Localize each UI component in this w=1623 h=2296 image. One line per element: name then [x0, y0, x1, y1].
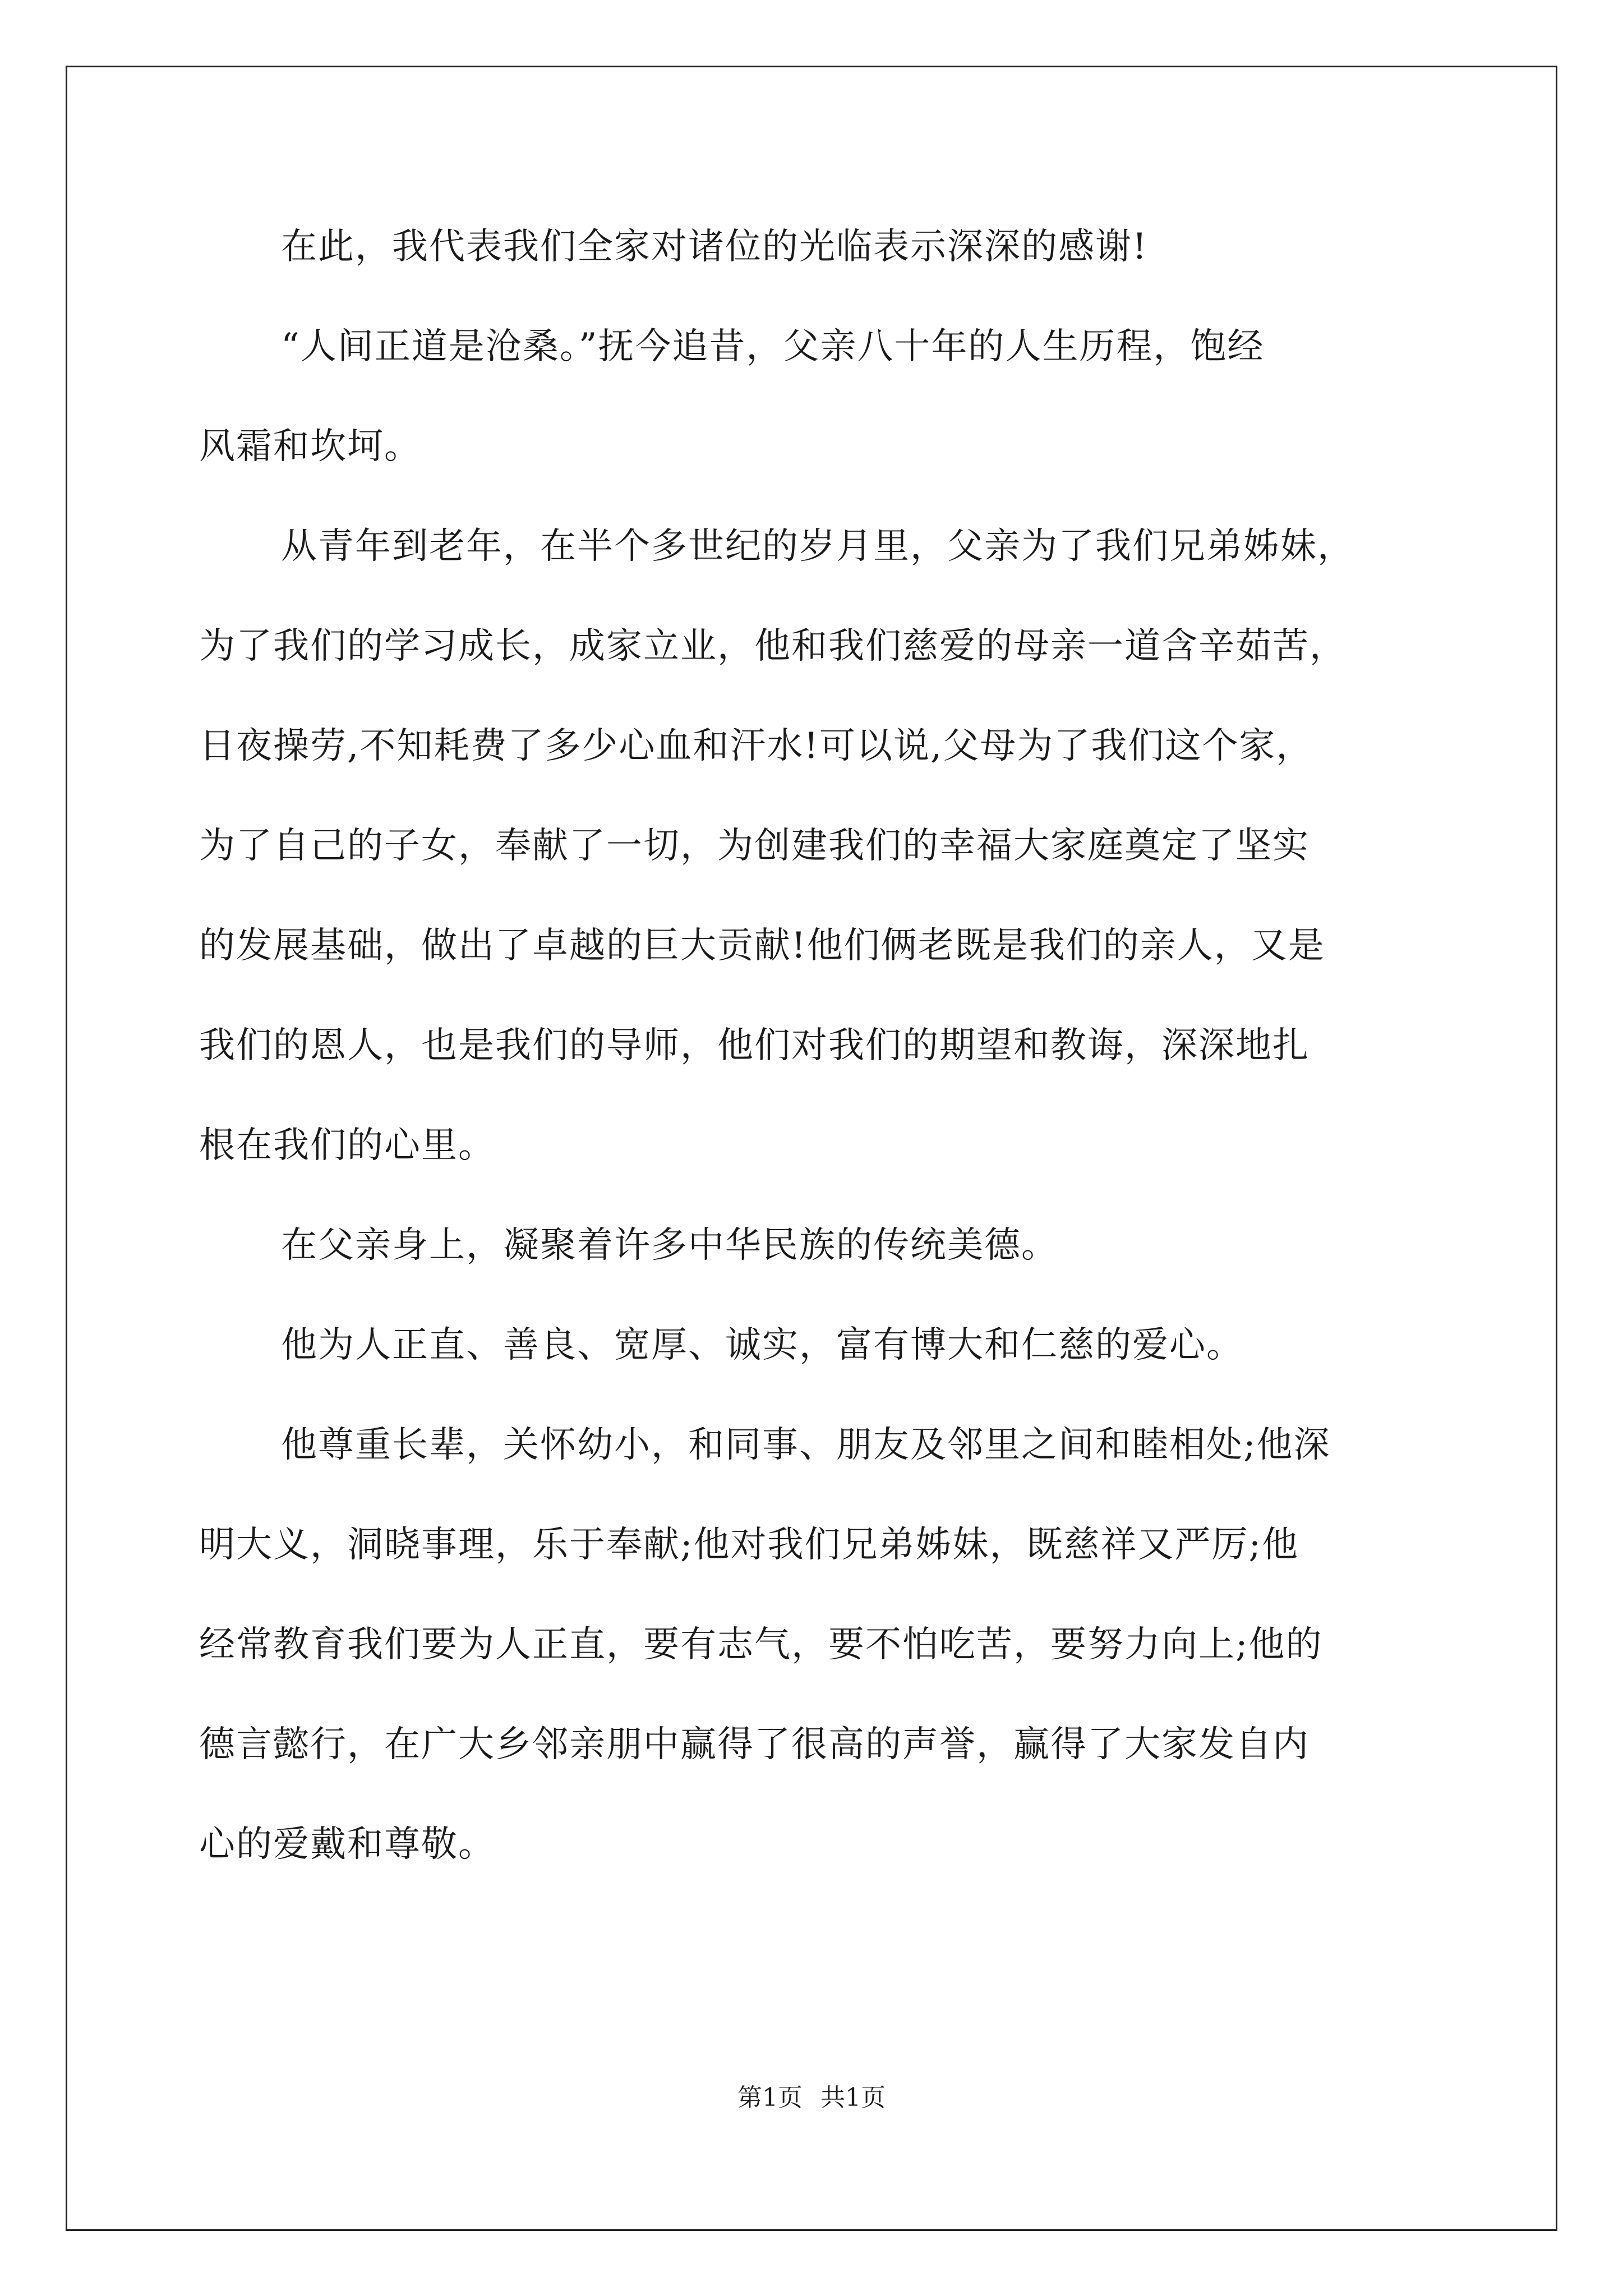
paragraph-line: 他尊重长辈，关怀幼小，和同事、朋友及邻里之间和睦相处;他深: [281, 1424, 1331, 1466]
paragraph-line: 在此，我代表我们全家对诸位的光临表示深深的感谢!: [281, 226, 1148, 268]
paragraph-line: 根在我们的心里。: [199, 1125, 495, 1166]
paragraph-line: 为了自己的子女，奉献了一切，为创建我们的幸福大家庭奠定了坚实: [199, 825, 1310, 867]
paragraph-line: 明大义，洞晓事理，乐于奉献;他对我们兄弟姊妹，既慈祥又严厉;他: [199, 1524, 1299, 1566]
paragraph-line: 我们的恩人，也是我们的导师，他们对我们的期望和教诲，深深地扎: [199, 1025, 1310, 1066]
paragraph-line: 他为人正直、善良、宽厚、诚实，富有博大和仁慈的爱心。: [281, 1324, 1243, 1366]
page-count: 共1页: [820, 2083, 886, 2112]
paragraph-line: 的发展基础，做出了卓越的巨大贡献!他们俩老既是我们的亲人，又是: [199, 925, 1325, 967]
paragraph-line: 心的爱戴和尊敬。: [199, 1824, 495, 1865]
paragraph-line: 风霜和坎坷。: [199, 426, 421, 467]
paragraph-line: 德言懿行，在广大乡邻亲朋中赢得了很高的声誉，赢得了大家发自内: [199, 1724, 1310, 1765]
paragraph-line: 为了我们的学习成长，成家立业，他和我们慈爱的母亲一道含辛茹苦，: [199, 625, 1347, 667]
paragraph-line: 日夜操劳,不知耗费了多少心血和汗水!可以说,父母为了我们这个家，: [199, 725, 1313, 767]
paragraph-line: “人间正道是沧桑。”抚今追昔，父亲八十年的人生历程，饱经: [281, 326, 1265, 367]
page-footer: [0, 2081, 1623, 2115]
paragraph-line: 在父亲身上，凝聚着许多中华民族的传统美德。: [281, 1225, 1058, 1266]
page-number: 第1页: [737, 2083, 803, 2112]
paragraph-line: 从青年到老年，在半个多世纪的岁月里，父亲为了我们兄弟姊妹，: [281, 526, 1354, 567]
paragraph-line: 经常教育我们要为人正直，要有志气，要不怕吃苦，要努力向上;他的: [199, 1624, 1323, 1665]
